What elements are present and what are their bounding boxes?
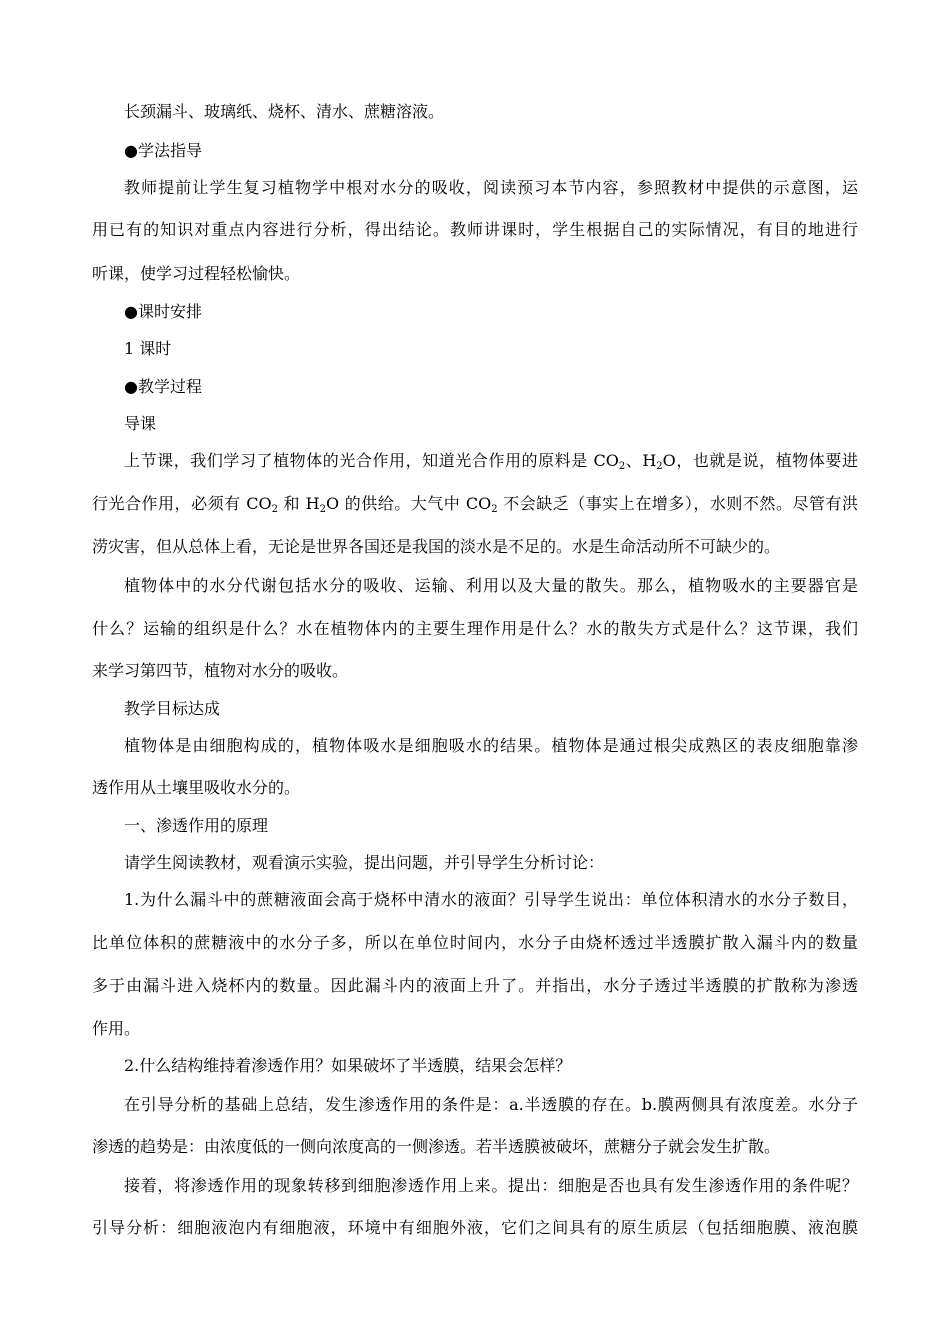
section-heading-process: ●教学过程: [124, 377, 202, 396]
materials-line: 长颈漏斗、玻璃纸、烧杯、清水、蔗糖溶液。: [124, 102, 445, 121]
section-heading-schedule: ●课时安排: [124, 302, 202, 321]
paragraph-line-formula: 上节课，我们学习了植物体的光合作用，知道光合作用的原料是 $CO_2$、$H_2O$，也就是说，植物体要进: [124, 451, 858, 472]
subheading-osmosis: 一、渗透作用的原理: [124, 816, 269, 835]
paragraph-line: 涝灾害，但从总体上看，无论是世界各国还是我国的淡水是不足的。水是生命活动所不可缺少的。: [92, 537, 781, 556]
paragraph-line: 教师提前让学生复习植物学中根对水分的吸收，阅读预习本节内容，参照教材中提供的示意图，运: [124, 178, 858, 197]
subheading-goals: 教学目标达成: [124, 699, 221, 718]
paragraph-line: 透作用从土壤里吸收水分的。: [92, 778, 301, 797]
paragraph-line: 请学生阅读教材，观看演示实验，提出问题，并引导学生分析讨论：: [124, 853, 605, 872]
paragraph-line: 作用。: [92, 1019, 141, 1038]
class-hours-line: 1 课时: [124, 339, 172, 358]
paragraph-line: 用已有的知识对重点内容进行分析，得出结论。教师讲课时，学生根据自己的实际情况，有目的地进行: [92, 220, 858, 239]
question-2-line: 2.什么结构维持着渗透作用？如果破坏了半透膜，结果会怎样？: [124, 1056, 572, 1075]
paragraph-line: 渗透的趋势是：由浓度低的一侧向浓度高的一侧渗透。若半透膜被破坏，蔗糖分子就会发生扩散。: [92, 1137, 781, 1156]
paragraph-line: 在引导分析的基础上总结，发生渗透作用的条件是：a.半透膜的存在。b.膜两侧具有浓度差。水分子: [124, 1095, 858, 1114]
paragraph-line: 什么？运输的组织是什么？水在植物体内的主要生理作用是什么？水的散失方式是什么？这节课，我们: [92, 619, 858, 638]
paragraph-line: 植物体是由细胞构成的，植物体吸水是细胞吸水的结果。植物体是通过根尖成熟区的表皮细胞靠渗: [124, 736, 858, 755]
paragraph-line: 比单位体积的蔗糖液中的水分子多，所以在单位时间内，水分子由烧杯透过半透膜扩散入漏斗内的数量: [92, 933, 858, 952]
paragraph-line-formula: 行光合作用，必须有 $CO_2$ 和 $H_2O$ 的供给。大气中 $CO_2$ 不会缺乏（事实上在增多），水则不然。尽管有洪: [92, 494, 858, 515]
subheading-intro: 导课: [124, 414, 157, 433]
paragraph-line: 多于由漏斗进入烧杯内的数量。因此漏斗内的液面上升了。并指出，水分子透过半透膜的扩散称为渗透: [92, 976, 858, 995]
paragraph-line: 听课，使学习过程轻松愉快。: [92, 264, 301, 283]
question-1-line: 1.为什么漏斗中的蔗糖液面会高于烧杯中清水的液面？引导学生说出：单位体积清水的水分子数目，: [124, 890, 858, 909]
paragraph-line: 接着，将渗透作用的现象转移到细胞渗透作用上来。提出：细胞是否也具有发生渗透作用的条件呢？: [124, 1176, 858, 1195]
paragraph-line: 植物体中的水分代谢包括水分的吸收、运输、利用以及大量的散失。那么，植物吸水的主要器官是: [124, 576, 858, 595]
paragraph-line: 引导分析：细胞液泡内有细胞液，环境中有细胞外液，它们之间具有的原生质层（包括细胞膜、液泡膜: [92, 1218, 858, 1237]
paragraph-line: 来学习第四节，植物对水分的吸收。: [92, 661, 349, 680]
section-heading-study-method: ●学法指导: [124, 141, 202, 160]
